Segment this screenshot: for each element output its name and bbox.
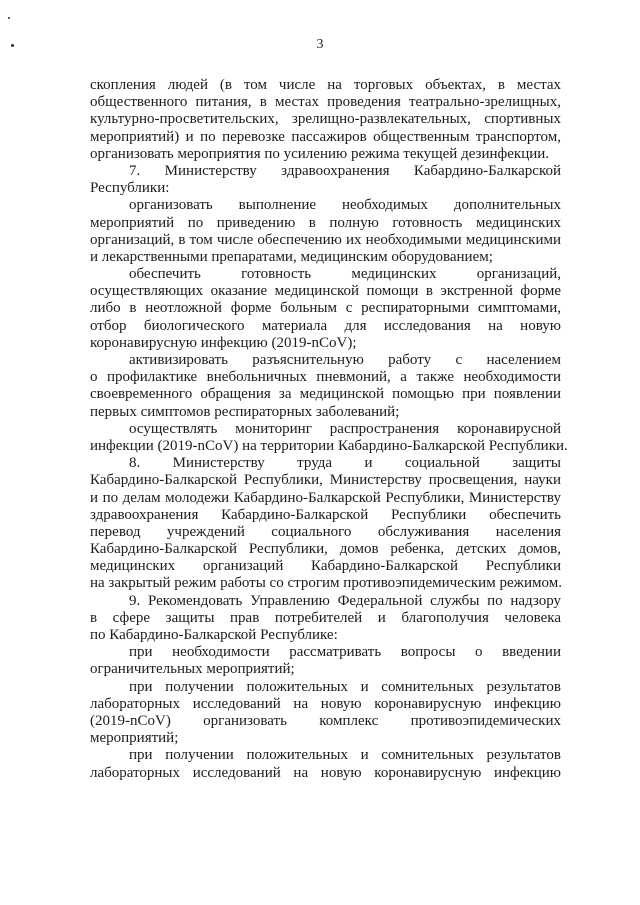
text-line: осуществлять мониторинг распространения коронавирусной: [129, 420, 561, 437]
text-line: общественного питания, в местах проведения театрально-зрелищных,: [90, 94, 561, 111]
page-number: 3: [316, 37, 324, 52]
text-line: при получении положительных и сомнительных результатов: [129, 747, 561, 764]
scan-speck: [8, 17, 10, 19]
text-line: здравоохранения Кабардино-Балкарской Республики обеспечить: [90, 506, 561, 523]
text-line: при получении положительных и сомнительных результатов: [129, 678, 561, 695]
text-line: и по делам молодежи Кабардино-Балкарской Республики, Министерству: [90, 489, 561, 506]
text-line: 7. Министерству здравоохранения Кабардино-Балкарской: [129, 162, 561, 179]
text-line: ограничительных мероприятий;: [90, 661, 295, 678]
text-line: первых симптомов респираторных заболеваний;: [90, 403, 400, 420]
text-line: своевременного обращения за медицинской помощью при появлении: [90, 386, 561, 403]
text-line: культурно-просветительских, зрелищно-развлекательных, спортивных: [90, 111, 561, 128]
text-line: организовать выполнение необходимых дополнительных: [129, 197, 561, 214]
text-line: и лекарственными препаратами, медицинским оборудованием;: [90, 248, 493, 265]
text-line: скопления людей (в том числе на торговых объектах, в местах: [90, 77, 561, 93]
text-line: о профилактике внебольничных пневмоний, а также необходимости: [90, 369, 561, 386]
text-line: инфекции (2019-nCoV) на территории Кабардино-Балкарской Республики.: [90, 437, 568, 454]
text-line: Республики:: [90, 180, 170, 197]
text-line: на закрытый режим работы со строгим противоэпидемическим режимом.: [90, 575, 562, 592]
text-line: коронавирусную инфекцию (2019-nCoV);: [90, 334, 357, 351]
text-line: организовать мероприятия по усилению режима текущей дезинфекции.: [90, 145, 550, 162]
text-line: активизировать разъяснительную работу с населением: [129, 352, 561, 368]
text-line: по Кабардино-Балкарской Республике:: [90, 627, 338, 643]
text-line: лабораторных исследований на новую коронавирусную инфекцию: [90, 764, 561, 781]
text-line: лабораторных исследований на новую коронавирусную инфекцию: [90, 695, 561, 712]
text-line: (2019-nCoV) организовать комплекс противоэпидемических: [90, 712, 561, 729]
text-line: Кабардино-Балкарской Республики, домов ребенка, детских домов,: [90, 541, 561, 558]
document-body: [90, 77, 568, 782]
text-line: в сфере защиты прав потребителей и благополучия человека: [90, 609, 561, 626]
text-line: осуществляющих оказание медицинской помощи в экстренной форме: [90, 283, 561, 300]
text-line: 8. Министерству труда и социальной защиты: [129, 455, 561, 472]
text-line: медицинских организаций Кабардино-Балкарской Республики: [90, 558, 561, 575]
text-line: отбор биологического материала для исследования на новую: [90, 317, 561, 334]
text-line: Кабардино-Балкарской Республики, Министерству просвещения, науки: [90, 472, 561, 489]
text-line: 9. Рекомендовать Управлению Федеральной службы по надзору: [129, 592, 561, 609]
text-line: мероприятий;: [90, 730, 179, 747]
text-line: при необходимости рассматривать вопросы о введении: [129, 644, 561, 661]
text-line: перевод учреждений социального обслуживания населения: [90, 523, 561, 540]
text-line: обеспечить готовность медицинских организаций,: [129, 266, 561, 283]
text-line: либо в неотложной форме больным с респираторными симптомами,: [90, 300, 561, 317]
text-line: мероприятий) и по перевозке пассажиров общественным транспортом,: [90, 128, 561, 145]
text-line: организаций, в том числе обеспечению их необходимыми медицинскими: [90, 231, 561, 248]
text-line: мероприятий по приведению в полную готовность медицинских: [90, 214, 561, 231]
